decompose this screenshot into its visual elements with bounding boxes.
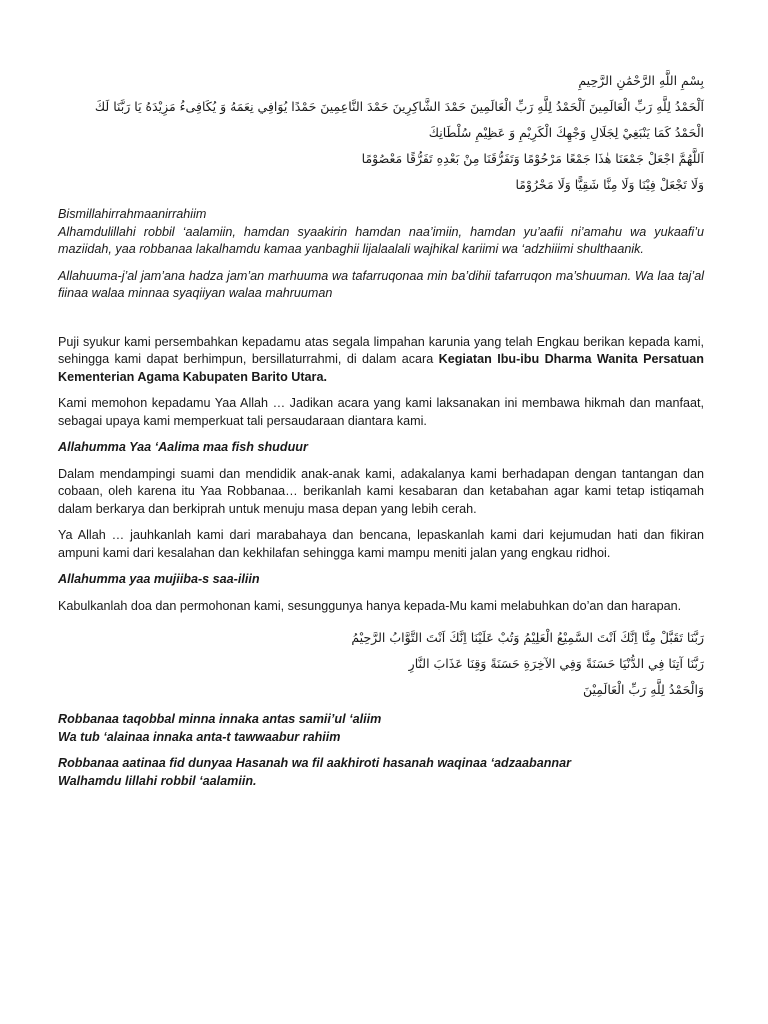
translit-line: Robbanaa aatinaa fid dunyaa Hasanah wa fil aakhiroti hasanah waqinaa ‘adzaabannar (58, 756, 571, 770)
translit-line: Robbanaa taqobbal minna innaka antas samii’ul ‘aliim (58, 712, 382, 726)
paragraph-puji-syukur (58, 334, 704, 387)
paragraph-mendampingi: Dalam mendampingi suami dan mendidik anak-anak kami, adakalanya kami berhadapan dengan tantangan dan cobaan, oleh karena itu Yaa Robbanaa… berikanlah kami kesabaran dan ketabahan agar kami tetap istiqamah dalam berkarya dan berkiprah untuk menuju masa depan yang lebih cerah. (58, 466, 704, 516)
event-name: Kegiatan Ibu-ibu Dharma Wanita Persatuan Kementerian Agama Kabupaten Barito Utara. (58, 352, 704, 384)
arabic-line: رَبَّنَا آتِنَا فِي الدُّنْيَا حَسَنَةً وَفِي الآخِرَةِ حَسَنَةً وَقِنَا عَذَابَ النَّارِ (408, 656, 704, 671)
transliteration-basmalah: Bismillahirrahmaanirrahiim (58, 207, 207, 221)
arabic-opening-prayer (58, 68, 704, 198)
arabic-closing-prayer (58, 625, 704, 703)
arabic-line: الْحَمْدُ كَمَا يَنْبَغِيْ لِجَلَالِ وَجْهِكَ الْكَرِيْمِ وَ عَظِيْمِ سُلْطَانِكَ (428, 125, 704, 140)
arabic-line: وَلَا تَجْعَلْ فِيْنَا وَلَا مِنَّا شَقِيًّا وَلَا مَحْرُوْمًا (515, 177, 704, 192)
document-page (58, 68, 704, 790)
translit-line: Wa tub ‘alainaa innaka anta-t tawwaabur rahiim (58, 729, 341, 744)
transliteration-hamdalah: Alhamdulillahi robbil ‘aalamiin, hamdan syaakirin hamdan naa’imiin, hamdan yu’aafii ni’amahu wa yukaafi’u maziidah, yaa robbanaa lakalhamdu kamaa yanbaghii lijalaalali wajhikal kariimi wa ‘adzhiiimi shulthaanik. (58, 224, 704, 256)
arabic-line: رَبَّنَا تَقَبَّلْ مِنَّا اِنَّكَ اَنْتَ السَّمِيْعُ الْعَلِيْمُ وَتُبْ عَلَيْنَا اِنَّكَ اَنْتَ التَّوَّابُ الرَّحِيْمُ (351, 630, 704, 645)
closing-transliteration-2 (58, 755, 704, 790)
heading-allahumma-mujiiba: Allahumma yaa mujiiba-s saa-iliin (58, 572, 260, 586)
closing-transliteration-1 (58, 711, 704, 746)
paragraph-memohon: Kami memohon kepadamu Yaa Allah … Jadikan acara yang kami laksanakan ini membawa hikmah dan manfaat, sebagai upaya kami memperkuat tali persaudaraan diantara kami. (58, 396, 704, 428)
heading-allahumma-aalima: Allahumma Yaa ‘Aalima maa fish shuduur (58, 440, 308, 454)
paragraph-kabulkanlah: Kabulkanlah doa dan permohonan kami, sesunggunya hanya kepada-Mu kami melabuhkan do’an dan harapan. (58, 598, 682, 613)
translit-line: Walhamdu lillahi robbil ‘aalamiin. (58, 773, 257, 788)
arabic-line: اَلْحَمْدُ لِلَّهِ رَبِّ الْعَالَمِينَ اَلْحَمْدُ لِلَّهِ رَبِّ الْعَالَمِينَ حَمْدَ الشَّاكِرِينَ حَمْدَ النَّاعِمِينَ حَمْدًا يُوَافِي نِعَمَهُ وَ يُكَافِىءُ مَزِيْدَهُ يَا رَبَّنَا لَكَ (94, 99, 704, 114)
transliteration-doa-jamaah: Allahuuma-j’al jam’ana hadza jam’an marhuuma wa tafarruqonaa min ba’dihii tafarruqon ma’shuuman. Wa laa taj’al fiinaa walaa minnaa syaqiiyan walaa mahruuman (58, 268, 704, 300)
arabic-line: اَللَّهُمَّ اجْعَلْ جَمْعَنَا هٰذَا جَمْعًا مَرْحُوْمًا وَتَفَرُّقَنَا مِنْ بَعْدِهِ تَفَرُّقًا مَعْصُوْمًا (361, 151, 704, 166)
arabic-line: بِسْمِ اللَّهِ الرَّحْمَٰنِ الرَّحِيمِ (578, 73, 704, 88)
paragraph-text: Puji syukur kami persembahkan kepadamu atas segala limpahan karunia yang telah Engkau berikan kepada kami, sehingga kami dapat berhimpun, bersillaturrahmi, di dalam acara (58, 334, 704, 366)
paragraph-jauhkanlah: Ya Allah … jauhkanlah kami dari marabahaya dan bencana, lepaskanlah kami dari kejumudan hati dan fikiran ampuni kami dari kesalahan dan kekhilafan sehingga kami mampu meniti jalan yang engkau ridhoi. (58, 528, 704, 560)
arabic-line: وَالْحَمْدُ لِلَّهِ رَبِّ الْعَالَمِيْنَ (583, 682, 704, 697)
